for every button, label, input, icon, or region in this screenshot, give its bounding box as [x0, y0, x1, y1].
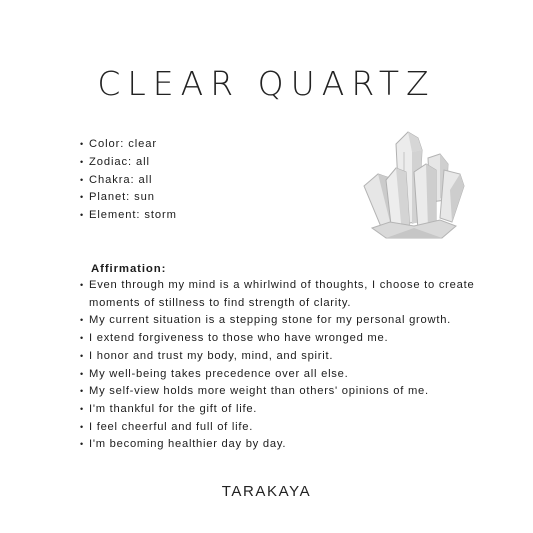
crystal-cluster-icon [356, 130, 468, 240]
list-item [80, 312, 510, 330]
bullet: • [80, 421, 84, 432]
bullet: • [80, 350, 84, 361]
bullet: • [80, 386, 84, 397]
affirmation-text: My current situation is a stepping stone for my personal growth. [89, 314, 452, 327]
affirmation-text: Even through my mind is a whirlwind of thoughts, I choose to create moments of stillness to find strength of clarity. [89, 279, 475, 309]
affirmation-text: My self-view holds more weight than others' opinions of me. [89, 385, 429, 398]
bullet: • [80, 192, 85, 203]
brand-logo: TARAKAYA [221, 483, 312, 500]
list-item [80, 383, 510, 401]
property-planet: Planet: sun [89, 191, 155, 204]
bullet: • [80, 156, 85, 167]
affirmation-text: I feel cheerful and full of life. [89, 420, 254, 433]
list-item [80, 436, 510, 454]
bullet: • [80, 315, 84, 326]
bullet: • [80, 403, 84, 414]
bullet: • [80, 210, 85, 221]
list-item [80, 277, 510, 312]
list-item [80, 419, 510, 437]
affirmation-text: I'm becoming healthier day by day. [89, 438, 287, 451]
property-zodiac: Zodiac: all [89, 155, 150, 168]
bullet: • [80, 333, 84, 344]
bullet: • [80, 368, 84, 379]
property-item [80, 136, 177, 154]
property-element: Element: storm [89, 209, 177, 222]
bullet: • [80, 174, 85, 185]
property-color: Color: clear [89, 138, 157, 150]
property-item [80, 207, 177, 225]
bullet: • [80, 280, 84, 290]
list-item [80, 366, 510, 384]
bullet: • [80, 139, 85, 149]
affirmation-heading: Affirmation: [91, 263, 167, 275]
affirmation-list [80, 277, 510, 454]
bullet: • [80, 439, 84, 450]
list-item [80, 401, 510, 419]
property-chakra: Chakra: all [89, 173, 153, 186]
property-item [80, 154, 177, 172]
affirmation-text: I'm thankful for the gift of life. [89, 402, 258, 415]
affirmation-text: I extend forgiveness to those who have wronged me. [89, 332, 389, 345]
affirmation-text: My well-being takes precedence over all else. [89, 367, 349, 380]
list-item [80, 330, 510, 348]
property-item [80, 172, 177, 190]
list-item [80, 348, 510, 366]
affirmation-text: I honor and trust my body, mind, and spirit. [89, 349, 334, 362]
property-item [80, 189, 177, 207]
page-title: CLEAR QUARTZ [97, 64, 436, 103]
properties-list [80, 136, 177, 225]
